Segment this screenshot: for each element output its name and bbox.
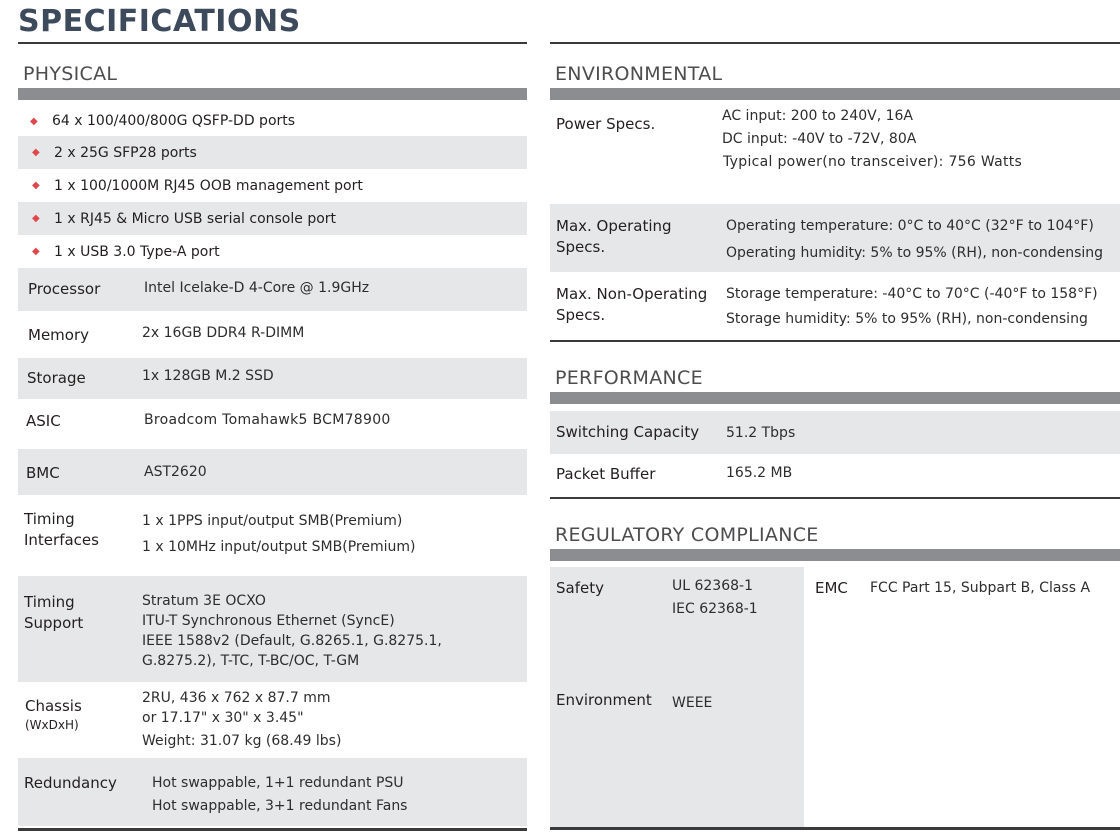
spec-row-bmc: [18, 449, 527, 495]
spec-value: 2x 16GB DDR4 R-DIMM: [142, 325, 305, 341]
value-line: Hot swappable, 1+1 redundant PSU: [152, 775, 404, 791]
label-line: Timing: [24, 593, 75, 611]
title-divider-right: [550, 42, 1120, 44]
spec-row-chassis: [18, 682, 527, 758]
value-line: IEC 62368-1: [672, 601, 758, 617]
spec-row-asic: [18, 399, 527, 449]
label-line: Chassis: [25, 697, 82, 715]
physical-section: [18, 60, 527, 831]
spec-row-switching-capacity: [550, 411, 1120, 454]
bullet-icon: ◆: [30, 115, 38, 127]
value-line: ITU-T Synchronous Ethernet (SyncE): [142, 613, 395, 629]
spec-label: BMC: [26, 464, 60, 482]
port-list-item: [18, 235, 527, 268]
value-line: 1 x 1PPS input/output SMB(Premium): [142, 513, 403, 529]
bullet-icon: ◆: [32, 147, 40, 158]
spec-label: EMC: [815, 579, 848, 597]
port-list-item: [18, 106, 527, 136]
value-line: AC input: 200 to 240V, 16A: [722, 108, 914, 124]
value-line: Storage temperature: -40°C to 70°C (-40°F to 158°F): [726, 286, 1098, 302]
section-bar: [550, 88, 1120, 100]
port-text: 1 x USB 3.0 Type-A port: [54, 243, 220, 260]
page-title: SPECIFICATIONS: [18, 4, 301, 39]
section-heading-physical: PHYSICAL: [23, 63, 118, 85]
spec-row-power: [550, 100, 1120, 204]
spec-label: Environment: [556, 691, 652, 709]
value-line: Stratum 3E OCXO: [142, 593, 266, 609]
spec-label: Switching Capacity: [556, 423, 700, 441]
value-line: IEEE 1588v2 (Default, G.8265.1, G.8275.1,: [142, 633, 442, 649]
spec-value: [142, 688, 341, 751]
section-end-rule: [18, 828, 527, 831]
spec-label: Redundancy: [24, 774, 117, 792]
spec-row-redundancy: [18, 758, 527, 826]
spec-label: Memory: [28, 326, 90, 344]
spec-value: Intel Icelake-D 4-Core @ 1.9GHz: [144, 280, 370, 296]
label-line: Specs.: [556, 306, 606, 324]
spec-row-emc: [815, 578, 1090, 599]
value-line: DC input: -40V to -72V, 80A: [722, 131, 917, 147]
spec-label: Storage: [27, 369, 86, 387]
value-line: Typical power(no transceiver): 756 Watts: [723, 154, 1023, 170]
value-line: 2RU, 436 x 762 x 87.7 mm: [142, 690, 331, 706]
port-list-item: [18, 136, 527, 169]
spec-row-timing-interfaces: [18, 495, 527, 576]
port-list-item: [18, 169, 527, 202]
regulatory-right-panel: [804, 567, 1120, 827]
spec-value: WEEE: [672, 695, 713, 711]
port-text: 1 x 100/1000M RJ45 OOB management port: [54, 177, 363, 194]
spec-row-packet-buffer: [550, 454, 1120, 497]
value-line: Weight: 31.07 kg (68.49 lbs): [142, 733, 342, 749]
section-heading-regulatory: REGULATORY COMPLIANCE: [555, 524, 819, 546]
spec-value: 1x 128GB M.2 SSD: [142, 368, 274, 384]
label-line: Interfaces: [24, 531, 99, 549]
spec-row-processor: [18, 268, 527, 311]
right-column: [550, 60, 1120, 830]
value-line: Storage humidity: 5% to 95% (RH), non-condensing: [726, 311, 1088, 327]
section-bar: [550, 392, 1120, 404]
value-line: or 17.17" x 30" x 3.45": [142, 710, 304, 726]
value-line: UL 62368-1: [672, 578, 753, 594]
spec-value: [142, 591, 442, 671]
value-line: 1 x 10MHz input/output SMB(Premium): [142, 539, 416, 555]
spec-row-timing-support: [18, 576, 527, 682]
spec-label: Processor: [28, 280, 101, 298]
label-line: Max. Non-Operating: [556, 285, 708, 303]
spec-label: [550, 216, 726, 258]
spec-label: Power Specs.: [556, 115, 656, 133]
spec-row-safety: [550, 578, 758, 621]
spec-value: 51.2 Tbps: [726, 425, 796, 441]
section-heading-performance: PERFORMANCE: [555, 367, 703, 389]
spec-value: [722, 105, 1022, 174]
value-line: Operating humidity: 5% to 95% (RH), non-condensing: [726, 245, 1104, 261]
bullet-icon: ◆: [32, 213, 40, 224]
spec-value: [726, 213, 1103, 267]
spec-row-environment: [550, 690, 712, 714]
spec-label: [18, 688, 142, 733]
spec-row-storage: [18, 358, 527, 399]
label-line: Support: [24, 614, 84, 632]
section-bar: [18, 88, 527, 100]
label-line: Timing: [24, 510, 75, 528]
spec-label: [18, 509, 142, 551]
section-heading-environmental: ENVIRONMENTAL: [555, 63, 723, 85]
bullet-icon: ◆: [32, 180, 40, 191]
label-sub: (WxDxH): [25, 718, 79, 732]
spec-label: [550, 284, 726, 326]
spec-value: [672, 575, 758, 621]
port-text: 2 x 25G SFP28 ports: [54, 144, 197, 161]
spec-label: [18, 592, 142, 634]
spec-value: FCC Part 15, Subpart B, Class A: [870, 580, 1091, 596]
label-line: Max. Operating: [556, 217, 672, 235]
spec-label: ASIC: [26, 412, 61, 430]
spec-label: Packet Buffer: [556, 465, 656, 483]
title-divider: [18, 42, 527, 44]
label-line: Specs.: [556, 238, 606, 256]
spec-value: [726, 282, 1098, 332]
spec-row-non-operating: [550, 272, 1120, 340]
value-line: Operating temperature: 0°C to 40°C (32°F to 104°F): [726, 218, 1094, 234]
port-text: 64 x 100/400/800G QSFP-DD ports: [52, 113, 296, 129]
spec-label: Safety: [556, 579, 604, 597]
port-text: 1 x RJ45 & Micro USB serial console port: [54, 210, 337, 227]
value-line: Hot swappable, 3+1 redundant Fans: [152, 798, 408, 814]
port-list-item: [18, 202, 527, 235]
spec-row-memory: [18, 311, 527, 358]
spec-value: AST2620: [144, 464, 207, 480]
bullet-icon: ◆: [32, 246, 40, 257]
section-end-rule: [550, 827, 1120, 830]
spec-value: 165.2 MB: [726, 465, 793, 481]
regulatory-grid: [550, 567, 1120, 827]
spec-value: Broadcom Tomahawk5 BCM78900: [144, 412, 391, 428]
spec-value: [152, 772, 407, 818]
section-bar: [550, 549, 1120, 561]
spec-row-operating: [550, 204, 1120, 272]
value-line: G.8275.2), T-TC, T-BC/OC, T-GM: [142, 653, 360, 669]
spec-value: [142, 508, 415, 560]
regulatory-left-panel: [550, 567, 804, 827]
